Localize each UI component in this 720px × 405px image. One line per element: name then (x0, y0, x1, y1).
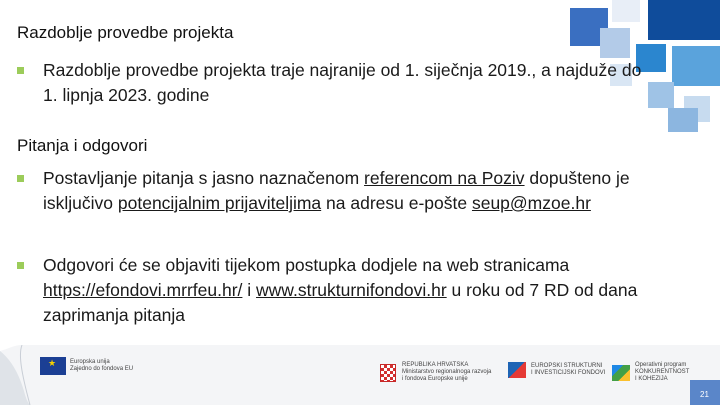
ministry-logo (380, 362, 491, 383)
eu-text-line: Zajedno do fondova EU (70, 366, 134, 372)
text-segment: na adresu e-pošte (321, 193, 472, 213)
strukturnifondovi-link[interactable]: www.strukturnifondovi.hr (256, 280, 447, 300)
text-segment: i (242, 280, 257, 300)
bullet-questions (17, 166, 657, 216)
ministry-text-line: i fondova Europske unije (402, 376, 468, 382)
op-text-line: Operativni program (635, 362, 687, 368)
text-segment: u roku od 7 RD od dana zaprimanja pitanja (43, 280, 638, 325)
ministry-logo-text (402, 362, 491, 383)
ministry-text-line: REPUBLIKA HRVATSKA (402, 362, 469, 368)
esi-funds-text (531, 363, 605, 377)
decor-square (672, 46, 720, 86)
eu-logo (40, 357, 133, 375)
eu-logo-text (70, 359, 133, 373)
op-text-line: I KOHEZIJA (635, 376, 668, 382)
croatia-shield-icon (380, 364, 396, 382)
decor-square (648, 0, 720, 40)
bullet-marker-icon (17, 67, 24, 74)
text-segment: dopušteno je isključivo (43, 168, 630, 213)
email-link[interactable]: seup@mzoe.hr (471, 193, 591, 213)
esi-text-line: EUROPSKI STRUKTURNI (531, 363, 603, 369)
esi-text-line: I INVESTICIJSKI FONDOVI (531, 370, 606, 376)
bullet-text: Razdoblje provedbe projekta traje najranije od 1. siječnja 2019., a najduže do 1. lipnja 2023. godine (43, 60, 642, 105)
op-text-line: KONKURENTNOST (635, 369, 690, 375)
bullet-marker-icon (17, 262, 24, 269)
efondovi-link[interactable]: https://efondovi.mrrfeu.hr/ (43, 280, 243, 300)
text-segment: Odgovori će se objaviti tijekom postupka dodjele na web stranicama (43, 255, 570, 275)
applicants-link: potencijalnim prijaviteljima (117, 193, 322, 213)
ministry-text-line: Ministarstvo regionalnoga razvoja (402, 369, 492, 375)
page-number: 21 (700, 390, 709, 399)
bullet-answers (17, 253, 657, 328)
reference-link: referencom na Poziv (364, 168, 525, 188)
esi-funds-icon (508, 362, 526, 378)
section-heading-qa: Pitanja i odgovori (17, 136, 148, 155)
decor-square (612, 0, 640, 22)
eu-text-line: Europska unija (70, 359, 110, 365)
op-icon (612, 365, 630, 381)
bullet-marker-icon (17, 175, 24, 182)
text-segment: Postavljanje pitanja s jasno naznačenom (43, 168, 365, 188)
op-logo (612, 362, 689, 383)
decor-square (600, 28, 630, 58)
eu-flag-icon (40, 357, 66, 375)
section-heading-period: Razdoblje provedbe projekta (17, 23, 234, 42)
esi-funds-logo (508, 362, 605, 378)
bullet-text (43, 166, 657, 216)
decor-square (668, 108, 698, 132)
op-logo-text (635, 362, 689, 383)
bullet-text (43, 253, 657, 328)
bullet-period (17, 58, 657, 108)
